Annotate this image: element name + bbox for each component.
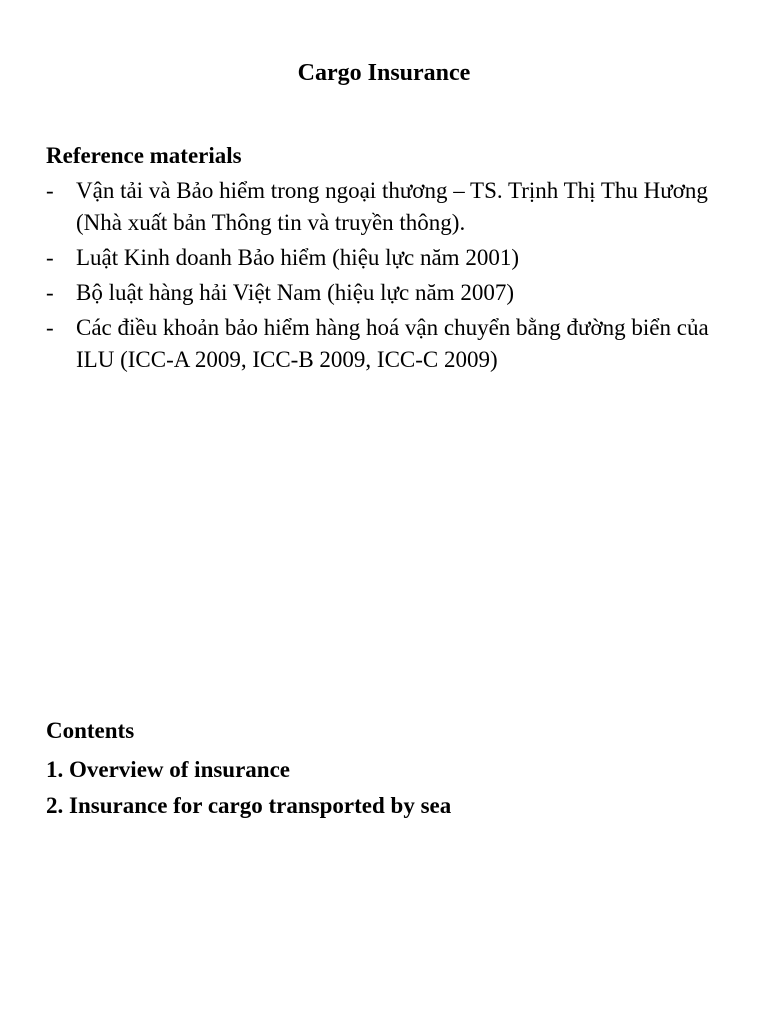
reference-item bbox=[46, 175, 726, 239]
contents-heading: Contents bbox=[46, 718, 135, 743]
page-title: Cargo Insurance bbox=[297, 60, 471, 86]
reference-item-text: Vận tải và Bảo hiểm trong ngoại thương – TS. Trịnh Thị Thu Hương (Nhà xuất bản Thông tin và truyền thông). bbox=[76, 178, 708, 235]
contents-list bbox=[46, 752, 451, 824]
reference-item bbox=[46, 242, 726, 274]
reference-heading: Reference materials bbox=[46, 143, 242, 168]
contents-item: 1. Overview of insurance bbox=[46, 757, 291, 782]
reference-list bbox=[46, 175, 726, 379]
bullet-dash: - bbox=[46, 178, 54, 203]
contents-item: 2. Insurance for cargo transported by sea bbox=[46, 793, 452, 818]
reference-item-text: Các điều khoản bảo hiểm hàng hoá vận chuyển bằng đường biển của ILU (ICC-A 2009, ICC-B 2009, ICC-C 2009) bbox=[76, 315, 709, 372]
bullet-dash: - bbox=[46, 315, 54, 340]
reference-item bbox=[46, 277, 726, 309]
reference-item-text: Bộ luật hàng hải Việt Nam (hiệu lực năm 2007) bbox=[76, 280, 514, 305]
bullet-dash: - bbox=[46, 280, 54, 305]
reference-item bbox=[46, 312, 726, 376]
reference-item-text: Luật Kinh doanh Bảo hiểm (hiệu lực năm 2001) bbox=[76, 245, 519, 270]
bullet-dash: - bbox=[46, 245, 54, 270]
